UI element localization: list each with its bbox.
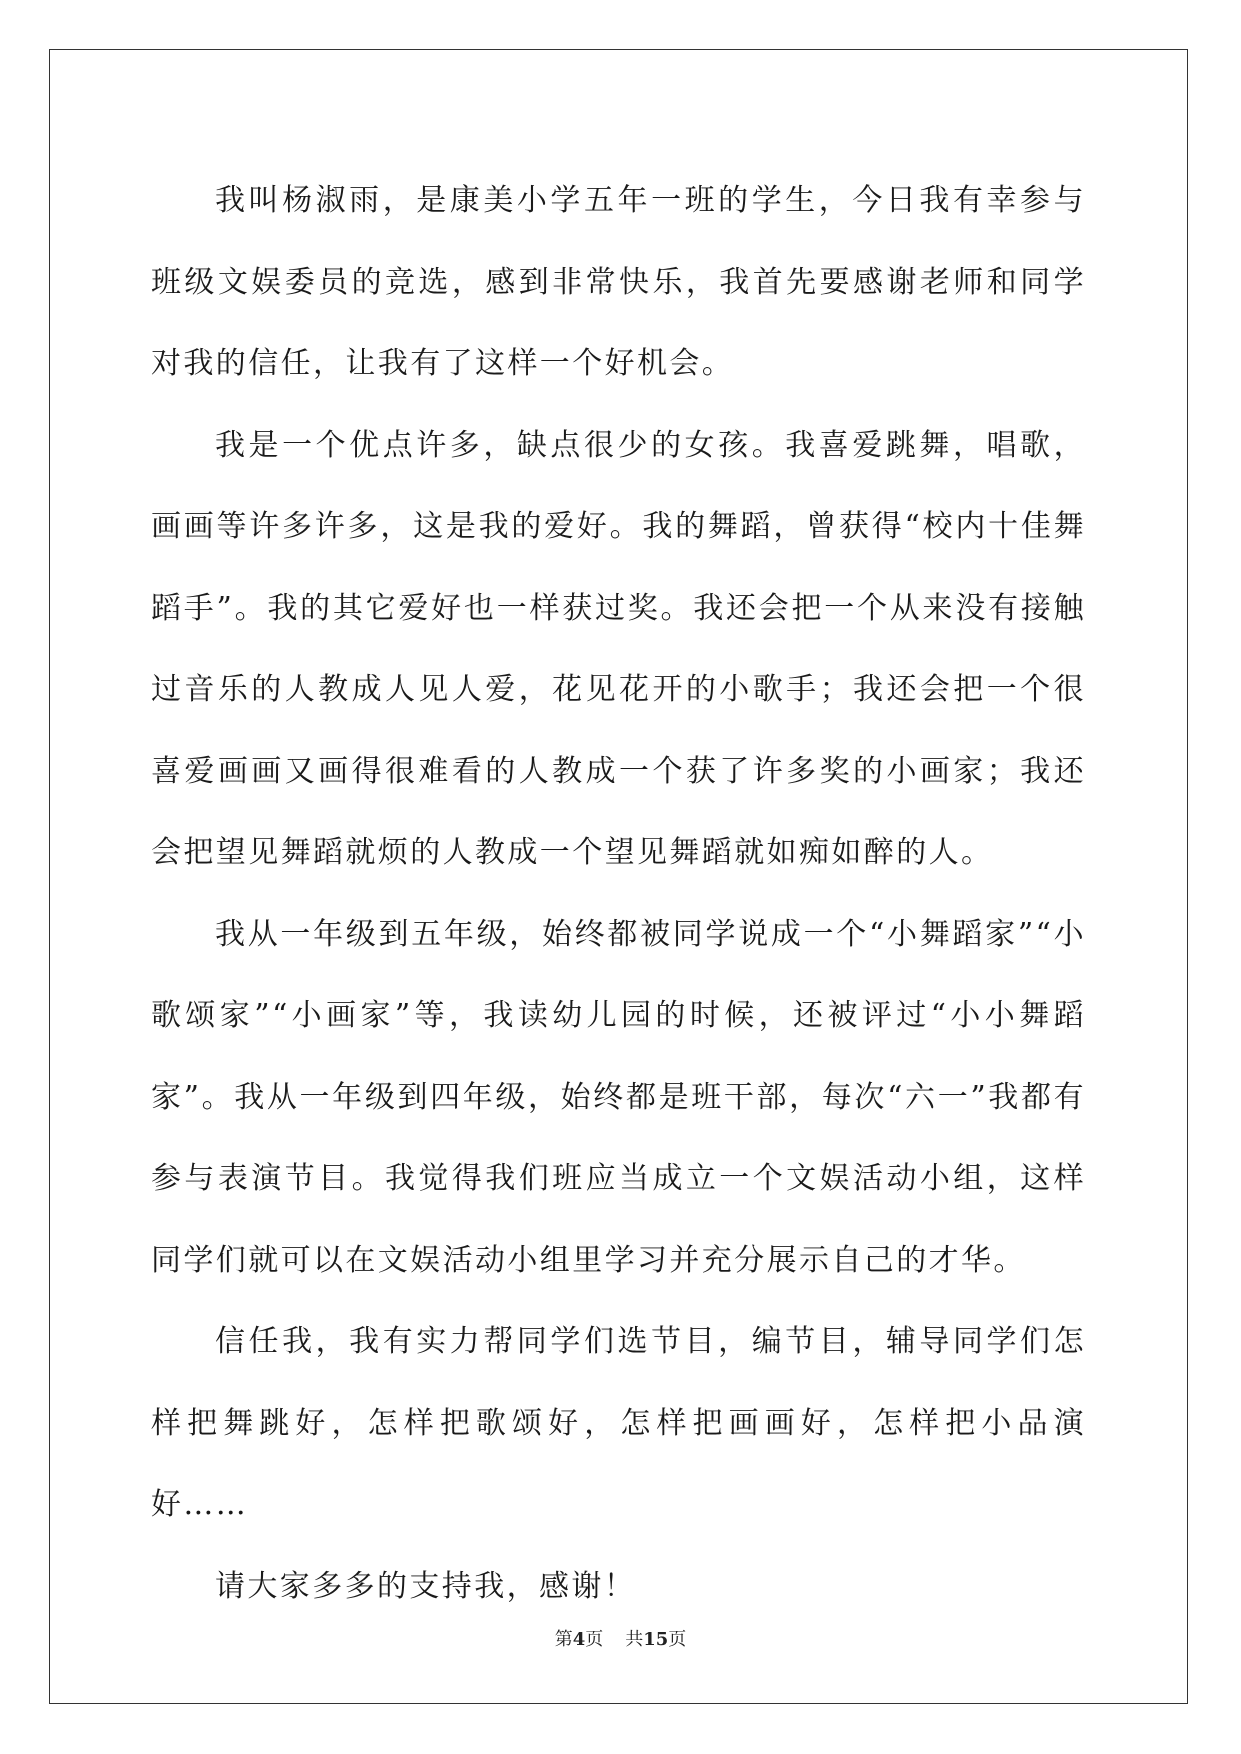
page-prefix: 第	[554, 1629, 573, 1650]
paragraph-4: 信任我，我有实力帮同学们选节目，编节目，辅导同学们怎样把舞跳好，怎样把歌颂好，怎样把画画好，怎样把小品演好……	[151, 1324, 1086, 1522]
page-number: 4	[572, 1629, 586, 1650]
page-footer	[0, 1628, 1241, 1652]
paragraph-2: 我是一个优点许多，缺点很少的女孩。我喜爱跳舞，唱歌，画画等许多许多，这是我的爱好。我的舞蹈，曾获得“校内十佳舞蹈手”。我的其它爱好也一样获过奖。我还会把一个从来没有接触过音乐的人教成人见人爱，花见花开的小歌手；我还会把一个很喜爱画画又画得很难看的人教成一个获了许多奖的小画家；我还会把望见舞蹈就烦的人教成一个望见舞蹈就如痴如醉的人。	[151, 427, 1086, 870]
document-body	[151, 160, 1086, 1627]
total-suffix: 页	[668, 1629, 687, 1650]
paragraph-3: 我从一年级到五年级，始终都被同学说成一个“小舞蹈家”“小歌颂家”“小画家”等，我读幼儿园的时候，还被评过“小小舞蹈家”。我从一年级到四年级，始终都是班干部，每次“六一”我都有参与表演节目。我觉得我们班应当成立一个文娱活动小组，这样同学们就可以在文娱活动小组里学习并充分展示自己的才华。	[151, 916, 1086, 1278]
paragraph-1: 我叫杨淑雨，是康美小学五年一班的学生，今日我有幸参与班级文娱委员的竞选，感到非常快乐，我首先要感谢老师和同学对我的信任，让我有了这样一个好机会。	[151, 183, 1086, 381]
paragraph-5: 请大家多多的支持我，感谢！	[215, 1568, 637, 1604]
page-suffix: 页	[585, 1629, 604, 1650]
total-prefix: 共	[625, 1629, 644, 1650]
total-pages: 15	[643, 1629, 669, 1650]
